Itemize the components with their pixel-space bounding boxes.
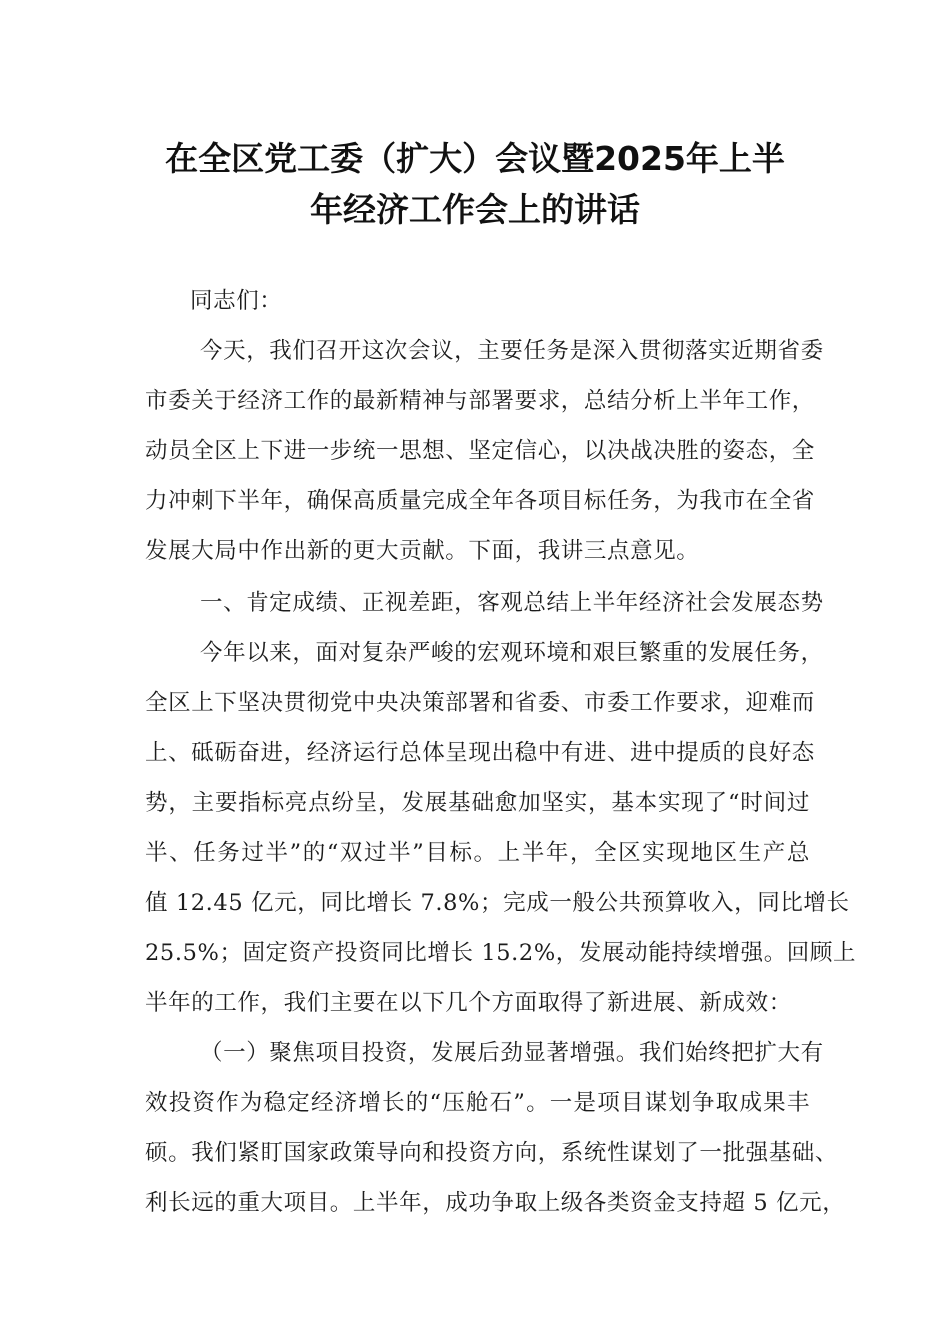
document-title-line-2: 年经济工作会上的讲话 <box>310 190 640 229</box>
body-line: 力冲刺下半年，确保高质量完成全年各项目标任务，为我市在全省 <box>145 488 815 514</box>
body-line: 值 12.45 亿元，同比增长 7.8%；完成一般公共预算收入，同比增长 <box>145 890 850 916</box>
body-line: 半年的工作，我们主要在以下几个方面取得了新进展、新成效： <box>145 990 792 1016</box>
document-title-line-1: 在全区党工委（扩大）会议暨2025年上半 <box>165 139 785 178</box>
body-line: 市委关于经济工作的最新精神与部署要求，总结分析上半年工作， <box>145 388 815 414</box>
body-line: 今天，我们召开这次会议，主要任务是深入贯彻落实近期省委 <box>200 338 824 364</box>
section-heading: 一、肯定成绩、正视差距，客观总结上半年经济社会发展态势 <box>200 590 824 616</box>
body-line: 势，主要指标亮点纷呈，发展基础愈加坚实，基本实现了“时间过 <box>145 790 810 816</box>
body-line: 发展大局中作出新的更大贡献。下面，我讲三点意见。 <box>145 538 700 564</box>
body-line: 全区上下坚决贯彻党中央决策部署和省委、市委工作要求，迎难而 <box>145 690 815 716</box>
body-line: 上、砥砺奋进，经济运行总体呈现出稳中有进、进中提质的良好态 <box>145 740 815 766</box>
salutation: 同志们： <box>190 288 283 314</box>
body-line: 半、任务过半”的“双过半”目标。上半年，全区实现地区生产总 <box>145 840 810 866</box>
body-line: 硕。我们紧盯国家政策导向和投资方向，系统性谋划了一批强基础、 <box>145 1140 839 1166</box>
body-line: 动员全区上下进一步统一思想、坚定信心，以决战决胜的姿态，全 <box>145 438 815 464</box>
body-line: 今年以来，面对复杂严峻的宏观环境和艰巨繁重的发展任务， <box>200 640 824 666</box>
body-line: 25.5%；固定资产投资同比增长 15.2%，发展动能持续增强。回顾上 <box>145 940 857 966</box>
body-line: 利长远的重大项目。上半年，成功争取上级各类资金支持超 5 亿元， <box>145 1190 846 1216</box>
body-line: 效投资作为稳定经济增长的“压舱石”。一是项目谋划争取成果丰 <box>145 1090 810 1116</box>
subsection-line: （一）聚焦项目投资，发展后劲显著增强。我们始终把扩大有 <box>200 1040 824 1066</box>
